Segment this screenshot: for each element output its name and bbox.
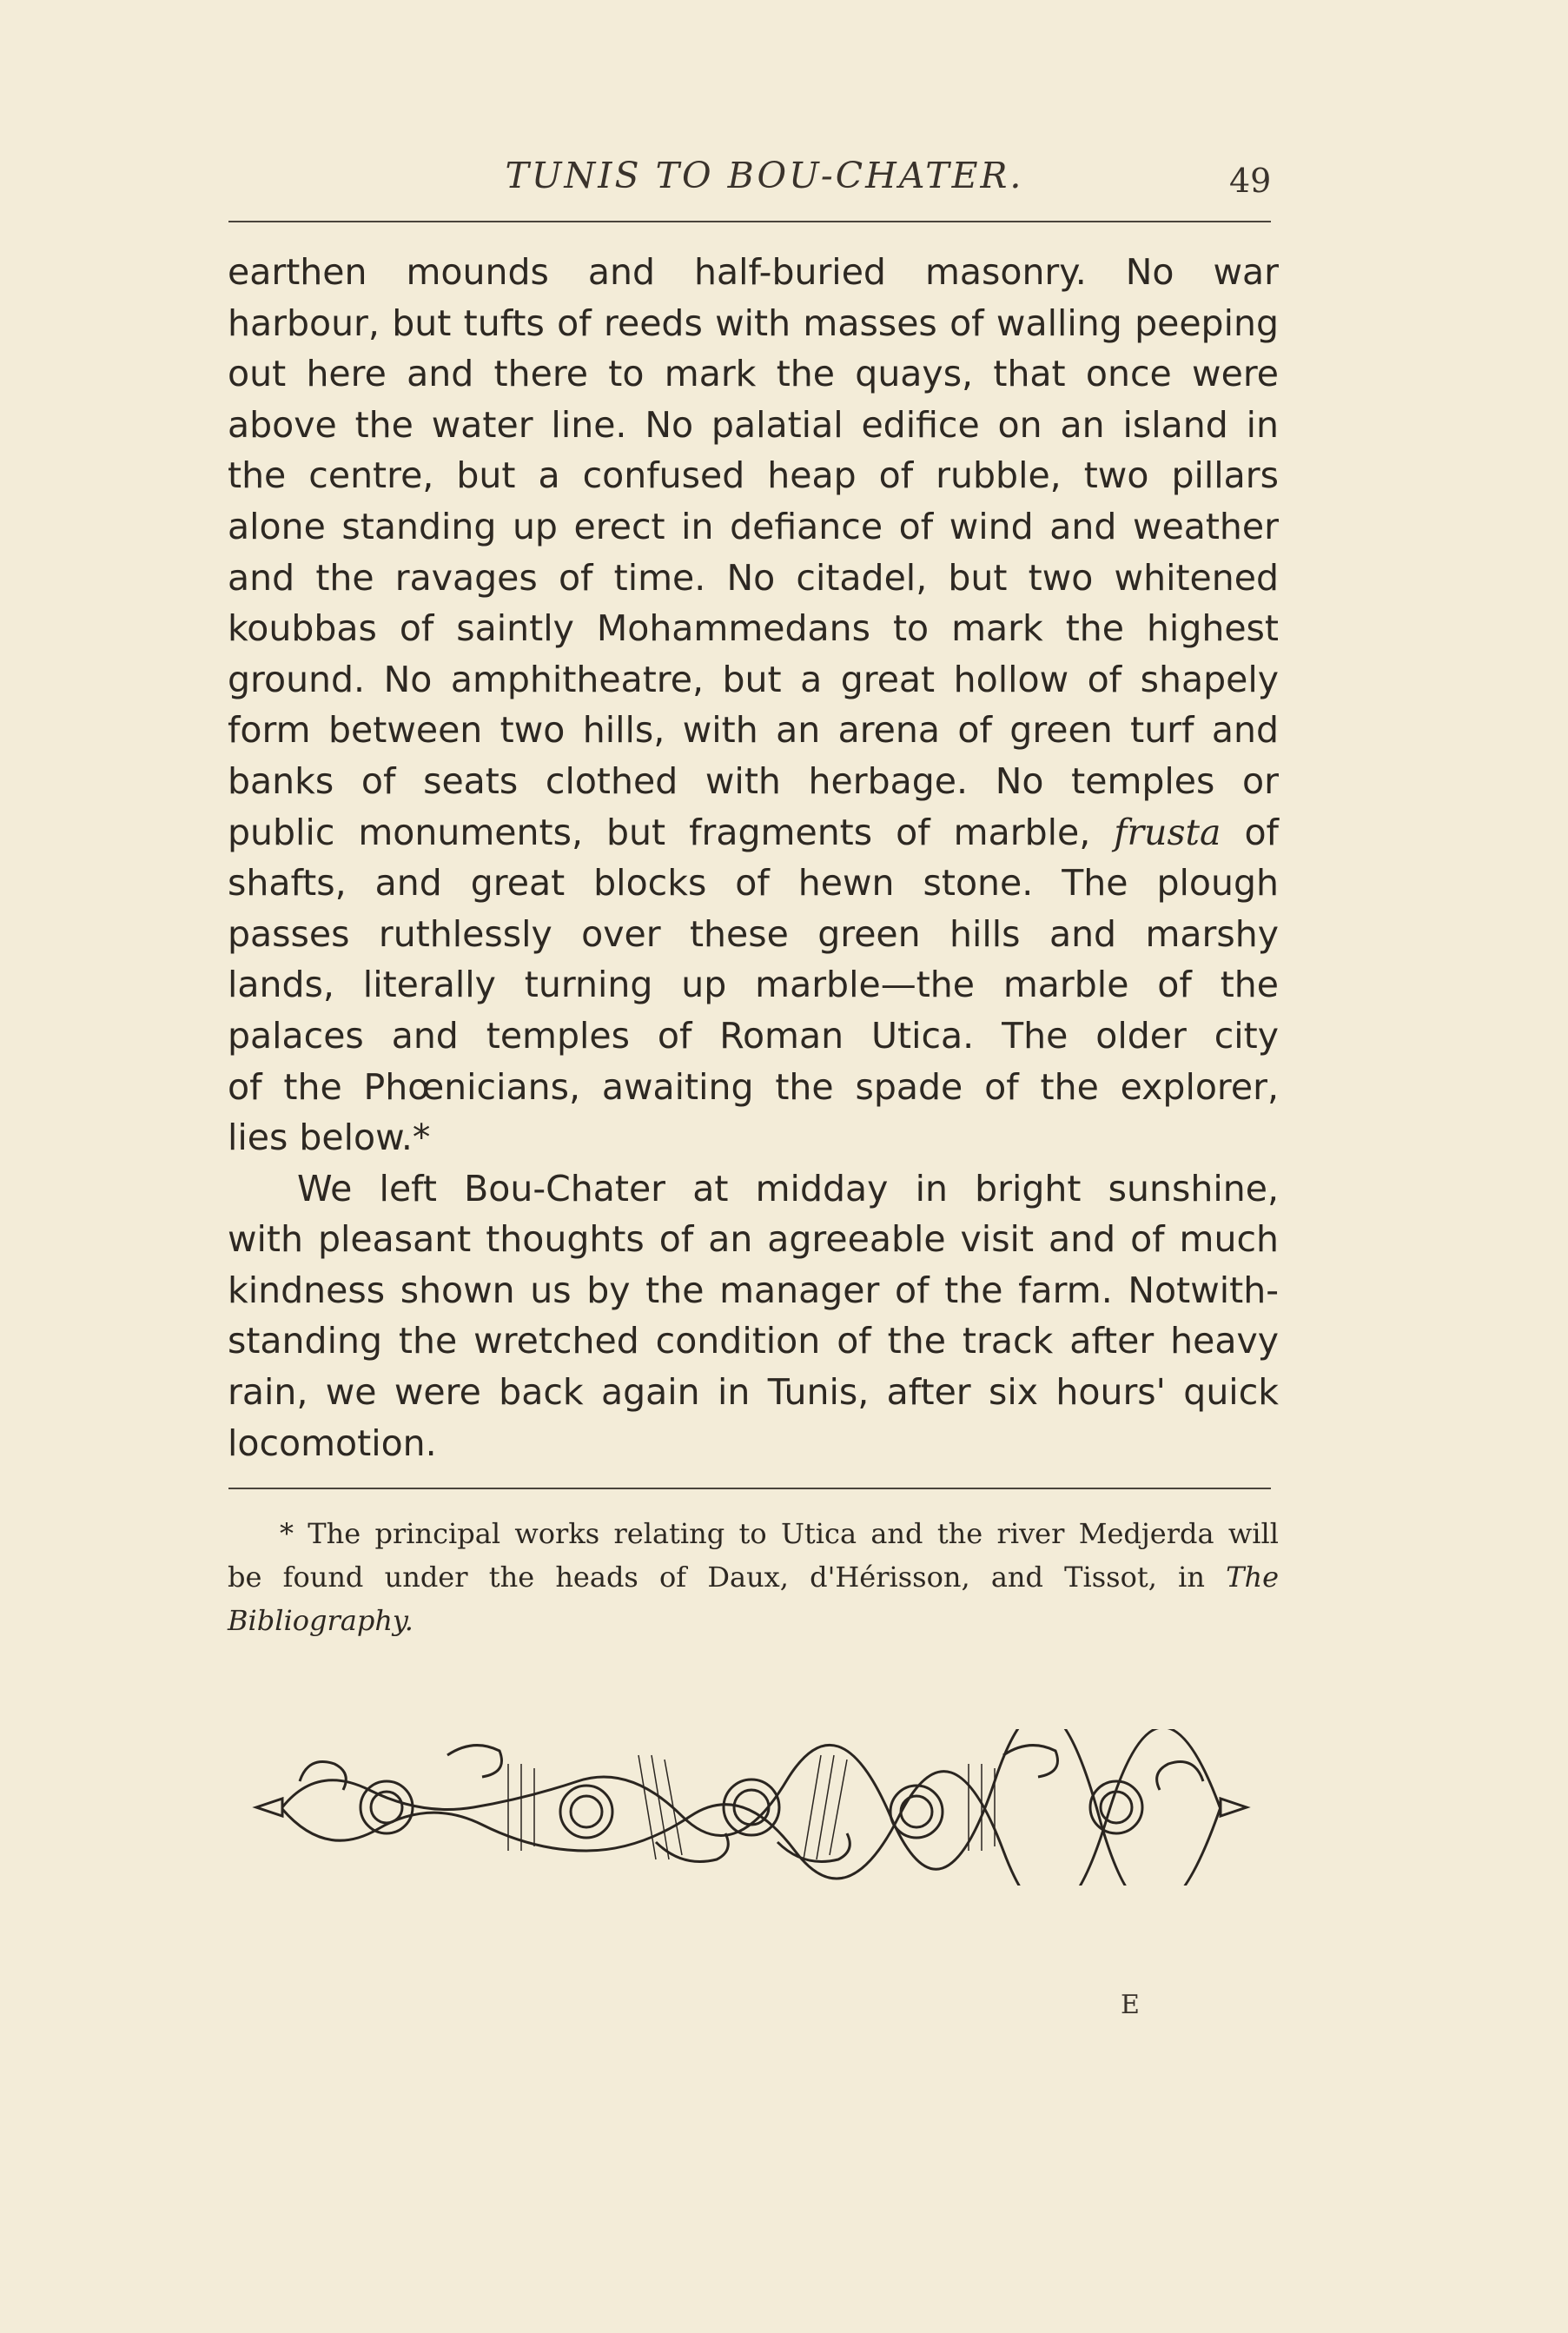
body-line: lands, literally turning up marble—the marble of the — [228, 964, 1279, 1006]
body-line: standing the wretched condition of the track after heavy — [228, 1320, 1279, 1362]
body-line: passes ruthlessly over these green hills and marshy — [228, 912, 1279, 955]
body-line: earthen mounds and half-buried masonry. No war — [228, 251, 1279, 293]
body-line: and the ravages of time. No citadel, but two whitened — [228, 556, 1279, 599]
running-title: TUNIS TO BOU-CHATER. — [505, 155, 1024, 196]
footnote-line-with-italic — [228, 1555, 1279, 1599]
body-line: banks of seats clothed with herbage. No temples or — [228, 759, 1279, 802]
body-line: above the water line. No palatial edifice on an island in — [228, 403, 1279, 446]
footnote — [228, 1512, 1279, 1642]
body-line: form between two hills, with an arena of green turf and — [228, 709, 1279, 752]
body-line-tail: of — [1244, 811, 1279, 853]
body-line: shafts, and great blocks of hewn stone. The plough — [228, 862, 1279, 905]
body-line-text: public monuments, but fragments of marble, — [228, 811, 1091, 853]
body-line: the centre, but a confused heap of rubble, two pillars — [228, 454, 1279, 497]
signature-mark: E — [1121, 1990, 1140, 2020]
body-line: harbour, but tufts of reeds with masses of walling peeping — [228, 302, 1279, 344]
body-line: palaces and temples of Roman Utica. The older city — [228, 1014, 1279, 1057]
body-line: koubbas of saintly Mohammedans to mark the highest — [228, 607, 1279, 650]
footnote-rule — [228, 1488, 1271, 1489]
running-head — [0, 155, 1568, 207]
body-line: lies below.* — [228, 1117, 431, 1159]
body-line: ground. No amphitheatre, but a great hollow of shapely — [228, 658, 1279, 700]
footnote-line-text: be found under the heads of Daux, d'Hérisson, and Tissot, in — [228, 1561, 1205, 1594]
page-number: 49 — [1229, 162, 1272, 200]
body-line: with pleasant thoughts of an agreeable visit and of much — [228, 1218, 1279, 1261]
body-line: of the Phœnicians, awaiting the spade of the explorer, — [228, 1065, 1279, 1108]
body-text — [228, 247, 1279, 1468]
body-line: We left Bou-Chater at midday in bright sunshine, — [297, 1167, 1279, 1210]
body-line: locomotion. — [228, 1422, 437, 1464]
footnote-line: * The principal works relating to Utica and the river Medjerda will — [280, 1517, 1279, 1550]
footnote-italic-lead: The — [1226, 1561, 1280, 1594]
body-line: alone standing up erect in defiance of wind and weather — [228, 505, 1279, 547]
body-line: out here and there to mark the quays, that once were — [228, 353, 1279, 395]
italic-word: frusta — [1114, 811, 1221, 853]
header-rule — [228, 221, 1271, 222]
ornament-tailpiece — [248, 1729, 1255, 1886]
body-line: rain, we were back again in Tunis, after six hours' quick — [228, 1371, 1279, 1414]
footnote-line: Bibliography. — [228, 1604, 414, 1637]
body-line-with-italic — [228, 807, 1279, 858]
body-line: kindness shown us by the manager of the farm. Notwith- — [228, 1269, 1279, 1311]
